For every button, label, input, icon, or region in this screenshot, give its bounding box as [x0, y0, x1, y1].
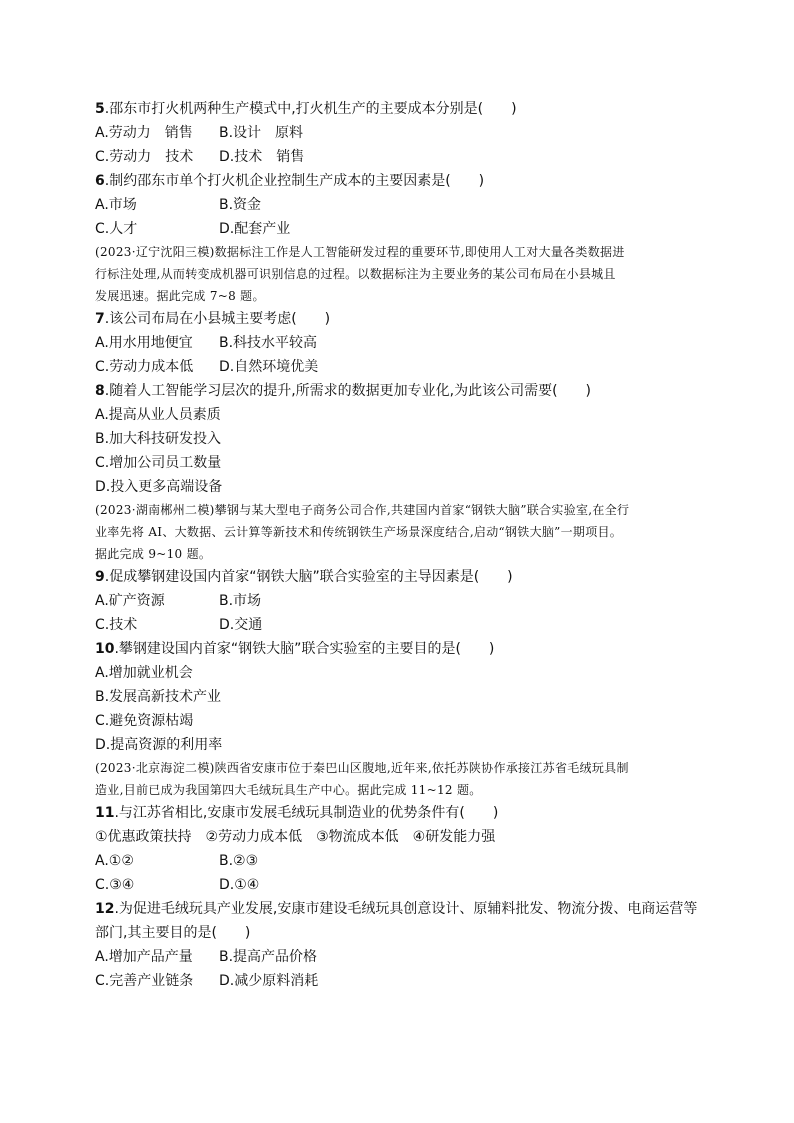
question-5 — [95, 97, 705, 121]
options-row — [95, 193, 705, 217]
options-row — [95, 331, 705, 355]
option-c[interactable]: C.增加公司员工数量 — [95, 455, 222, 471]
option-d[interactable]: D.投入更多高端设备 — [95, 479, 223, 495]
question-6 — [95, 169, 705, 193]
context-passage-7-8 — [95, 241, 705, 307]
question-text-continued: 部门,其主要目的是( ) — [95, 925, 251, 941]
option-b[interactable]: B.②③ — [219, 853, 259, 869]
context-line: (2023·北京海淀二模)陕西省安康市位于秦巴山区腹地,近年来,依托苏陕协作承接江苏省毛绒玩具制 — [95, 761, 629, 775]
option-a[interactable]: A.市场 — [95, 197, 137, 213]
question-text: .攀钢建设国内首家“钢铁大脑”联合实验室的主要目的是( ) — [114, 641, 495, 657]
options-row — [95, 121, 705, 145]
options-row — [95, 849, 705, 873]
option-a[interactable]: A.用水用地便宜 — [95, 335, 193, 351]
option-c[interactable]: C.完善产业链条 — [95, 973, 194, 989]
context-line: 业率先将 AI、大数据、云计算等新技术和传统钢铁生产场景深度结合,启动“钢铁大脑”一期项目。 — [95, 525, 623, 539]
option-d[interactable]: D.①④ — [219, 877, 260, 893]
context-line: (2023·湖南郴州二模)攀钢与某大型电子商务公司合作,共建国内首家“钢铁大脑”联合实验室,在全行 — [95, 503, 630, 517]
question-8 — [95, 379, 705, 403]
question-number: 10 — [95, 641, 115, 657]
question-number: 12 — [95, 901, 115, 917]
context-line: 行标注处理,从而转变成机器可识别信息的过程。以数据标注为主要业务的某公司布局在小县城且 — [95, 267, 616, 281]
question-number: 11 — [95, 805, 115, 821]
question-text: .为促进毛绒玩具产业发展,安康市建设毛绒玩具创意设计、原辅料批发、物流分拨、电商运营等 — [114, 901, 698, 917]
option-a[interactable]: A.①② — [95, 853, 134, 869]
option-b[interactable]: B.加大科技研发投入 — [95, 431, 222, 447]
option-c[interactable]: C.人才 — [95, 221, 138, 237]
context-line: 据此完成 9~10 题。 — [95, 547, 212, 561]
question-11 — [95, 801, 705, 825]
option-d[interactable]: D.自然环境优美 — [219, 359, 319, 375]
question-number: 8 — [95, 383, 105, 399]
option-a[interactable]: A.增加产品产量 — [95, 949, 193, 965]
options-row — [95, 355, 705, 379]
question-number: 7 — [95, 311, 105, 327]
options-row — [95, 613, 705, 637]
option-d[interactable]: D.提高资源的利用率 — [95, 737, 223, 753]
option-a[interactable]: A.矿产资源 — [95, 593, 165, 609]
option-c[interactable]: C.③④ — [95, 877, 135, 893]
options-row — [95, 945, 705, 969]
option-d[interactable]: D.技术 销售 — [219, 149, 305, 165]
options-row — [95, 969, 705, 993]
options-row — [95, 145, 705, 169]
question-text: .邵东市打火机两种生产模式中,打火机生产的主要成本分别是( ) — [104, 101, 517, 117]
options-row — [95, 589, 705, 613]
question-text: .随着人工智能学习层次的提升,所需求的数据更加专业化,为此该公司需要( ) — [104, 383, 592, 399]
option-b[interactable]: B.提高产品价格 — [219, 949, 318, 965]
question-10 — [95, 637, 705, 661]
option-b[interactable]: B.资金 — [219, 197, 262, 213]
question-number: 6 — [95, 173, 105, 189]
option-d[interactable]: D.交通 — [219, 617, 263, 633]
option-b[interactable]: B.市场 — [219, 593, 262, 609]
options-row — [95, 217, 705, 241]
question-number: 5 — [95, 101, 105, 117]
context-line: 造业,目前已成为我国第四大毛绒玩具生产中心。据此完成 11~12 题。 — [95, 783, 482, 797]
option-a[interactable]: A.增加就业机会 — [95, 665, 193, 681]
option-b[interactable]: B.发展高新技术产业 — [95, 689, 222, 705]
question-text: .促成攀钢建设国内首家“钢铁大脑”联合实验室的主导因素是( ) — [104, 569, 513, 585]
question-7 — [95, 307, 705, 331]
context-line: 发展迅速。据此完成 7~8 题。 — [95, 289, 265, 303]
question-number: 9 — [95, 569, 105, 585]
options-row — [95, 873, 705, 897]
option-b[interactable]: B.设计 原料 — [219, 125, 304, 141]
option-d[interactable]: D.配套产业 — [219, 221, 291, 237]
option-c[interactable]: C.技术 — [95, 617, 138, 633]
option-c[interactable]: C.避免资源枯竭 — [95, 713, 194, 729]
option-b[interactable]: B.科技水平较高 — [219, 335, 318, 351]
context-passage-11-12 — [95, 757, 705, 801]
question-text: .与江苏省相比,安康市发展毛绒玩具制造业的优势条件有( ) — [114, 805, 499, 821]
question-text: .该公司布局在小县城主要考虑( ) — [104, 311, 331, 327]
context-passage-9-10 — [95, 499, 705, 565]
option-a[interactable]: A.劳动力 销售 — [95, 125, 193, 141]
question-12 — [95, 897, 705, 921]
exam-content — [95, 97, 705, 993]
statement-list: ①优惠政策扶持 ②劳动力成本低 ③物流成本低 ④研发能力强 — [95, 829, 496, 845]
question-text: .制约邵东市单个打火机企业控制生产成本的主要因素是( ) — [104, 173, 485, 189]
option-c[interactable]: C.劳动力 技术 — [95, 149, 194, 165]
option-c[interactable]: C.劳动力成本低 — [95, 359, 194, 375]
option-a[interactable]: A.提高从业人员素质 — [95, 407, 221, 423]
question-9 — [95, 565, 705, 589]
context-line: (2023·辽宁沈阳三模)数据标注工作是人工智能研发过程的重要环节,即使用人工对大量各类数据进 — [95, 245, 625, 259]
option-d[interactable]: D.减少原料消耗 — [219, 973, 319, 989]
